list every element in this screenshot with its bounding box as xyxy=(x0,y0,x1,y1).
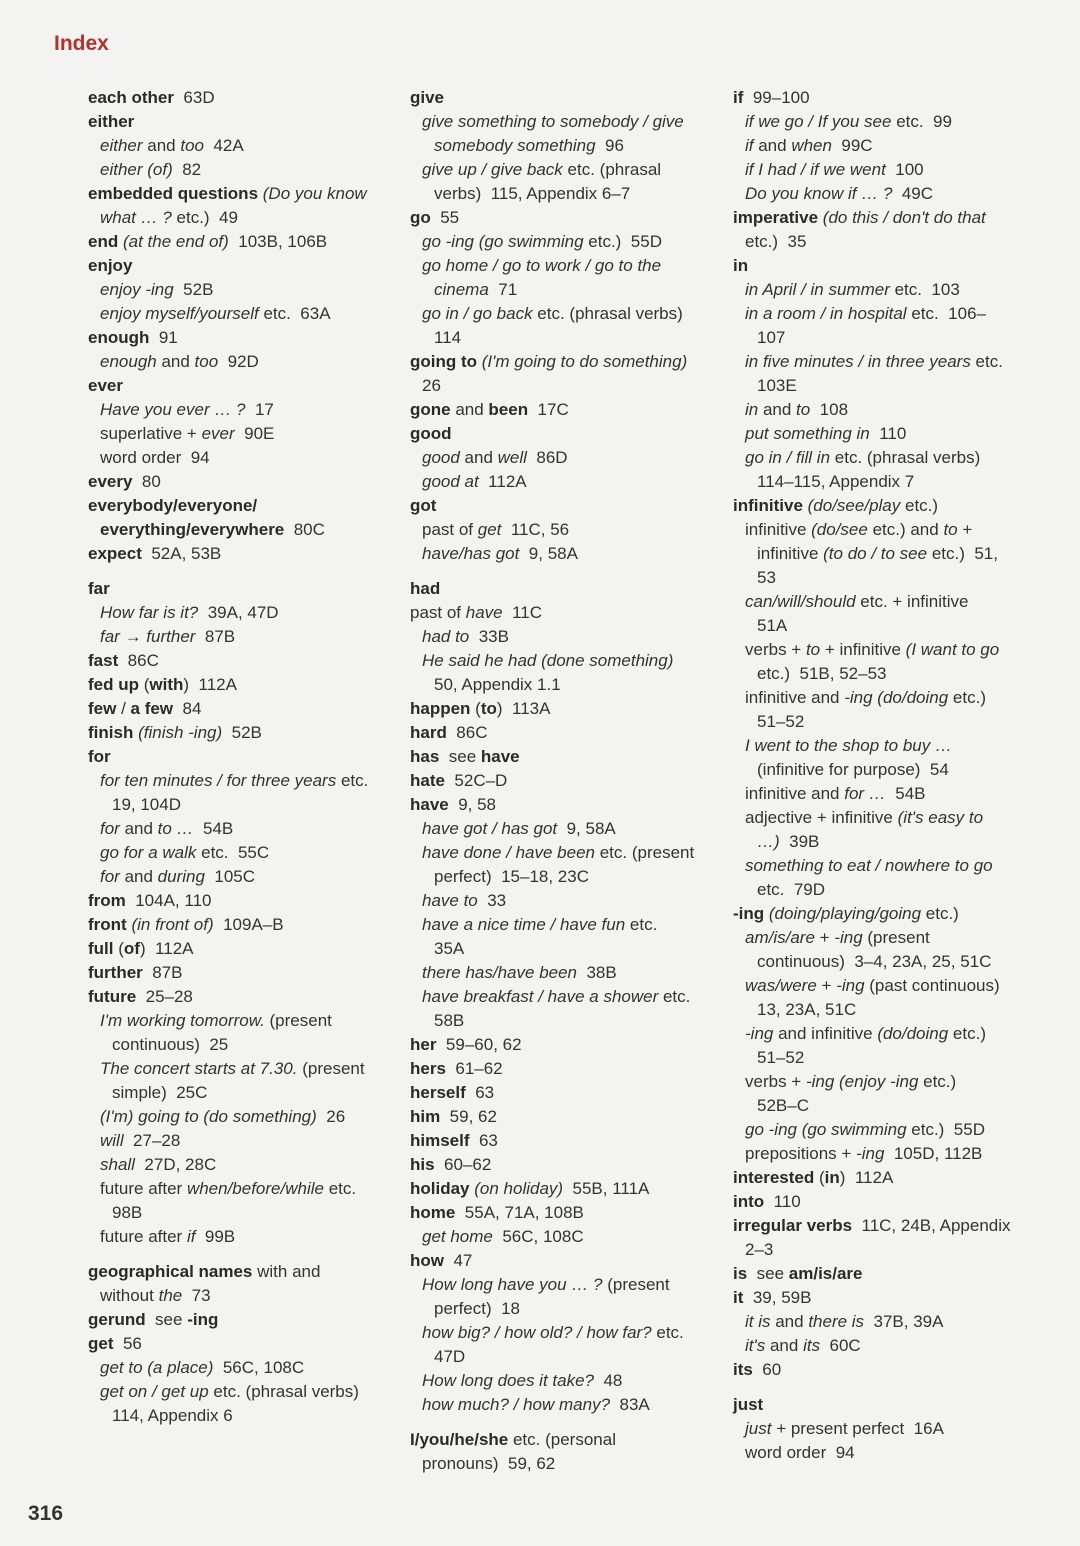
index-subentry: pronouns) 59, 62 xyxy=(422,1454,556,1473)
index-subentry: (I'm) going to (do something) 26 xyxy=(100,1107,346,1126)
index-subentry: …) 39B xyxy=(757,832,820,851)
index-subentry: far → further 87B xyxy=(100,627,236,646)
index-subentry: go for a walk etc. 55C xyxy=(100,843,270,862)
index-subentry: verbs) 115, Appendix 6–7 xyxy=(434,184,631,203)
index-subentry: prepositions + -ing 105D, 112B xyxy=(745,1144,983,1163)
index-subentry: perfect) 15–18, 23C xyxy=(434,867,589,886)
index-subentry: go -ing (go swimming etc.) 55D xyxy=(745,1120,985,1139)
index-subentry: perfect) 18 xyxy=(434,1299,520,1318)
index-entry: geographical names with and xyxy=(88,1262,321,1281)
index-entry: expect 52A, 53B xyxy=(88,544,222,563)
index-subentry: in five minutes / in three years etc. xyxy=(745,352,1003,371)
index-entry: infinitive (do/see/play etc.) xyxy=(733,496,939,515)
index-column-3 xyxy=(733,86,1033,1465)
index-subentry: 51–52 xyxy=(757,712,805,731)
index-entry: it 39, 59B xyxy=(733,1288,812,1307)
index-subentry: continuous) 25 xyxy=(112,1035,229,1054)
index-entry: each other 63D xyxy=(88,88,215,107)
index-subentry: have/has got 9, 58A xyxy=(422,544,578,563)
index-subentry: shall 27D, 28C xyxy=(100,1155,217,1174)
index-subentry: go -ing (go swimming etc.) 55D xyxy=(422,232,662,251)
index-subentry: have breakfast / have a shower etc. xyxy=(422,987,691,1006)
index-subentry: enjoy -ing 52B xyxy=(100,280,214,299)
index-subentry: word order 94 xyxy=(100,448,210,467)
index-subentry: have got / has got 9, 58A xyxy=(422,819,616,838)
index-subentry: if we go / If you see etc. 99 xyxy=(745,112,952,131)
index-entry: herself 63 xyxy=(410,1083,495,1102)
index-entry: enough 91 xyxy=(88,328,178,347)
index-entry: end (at the end of) 103B, 106B xyxy=(88,232,328,251)
index-subentry: without the 73 xyxy=(100,1286,211,1305)
index-subentry: superlative + ever 90E xyxy=(100,424,275,443)
index-entry: irregular verbs 11C, 24B, Appendix xyxy=(733,1216,1011,1235)
index-subentry: put something in 110 xyxy=(745,424,907,443)
index-subentry: can/will/should etc. + infinitive xyxy=(745,592,969,611)
index-subentry: how much? / how many? 83A xyxy=(422,1395,650,1414)
index-entry: gone and been 17C xyxy=(410,400,569,419)
index-subentry: 51–52 xyxy=(757,1048,805,1067)
index-subentry: somebody something 96 xyxy=(434,136,624,155)
index-entry: got xyxy=(410,496,437,515)
index-entry: happen (to) 113A xyxy=(410,699,551,718)
index-subentry: 13, 23A, 51C xyxy=(757,1000,857,1019)
index-entry: if 99–100 xyxy=(733,88,810,107)
index-subentry: How far is it? 39A, 47D xyxy=(100,603,279,622)
index-subentry: 114–115, Appendix 7 xyxy=(757,472,915,491)
index-subentry: get home 56C, 108C xyxy=(422,1227,584,1246)
index-subentry: How long have you … ? (present xyxy=(422,1275,670,1294)
index-subentry: how big? / how old? / how far? etc. xyxy=(422,1323,684,1342)
index-subentry: something to eat / nowhere to go xyxy=(745,856,993,875)
index-subentry: How long does it take? 48 xyxy=(422,1371,623,1390)
index-entry: going to (I'm going to do something) xyxy=(410,352,688,371)
index-subentry: have a nice time / have fun etc. xyxy=(422,915,658,934)
page-number: 316 xyxy=(28,1502,64,1525)
index-entry: had xyxy=(410,579,441,598)
index-entry: -ing (doing/playing/going etc.) xyxy=(733,904,959,923)
index-subentry: future after when/before/while etc. xyxy=(100,1179,357,1198)
index-subentry: 26 xyxy=(422,376,441,395)
index-subentry: for ten minutes / for three years etc. xyxy=(100,771,369,790)
index-subentry: 47D xyxy=(434,1347,466,1366)
index-entry: finish (finish -ing) 52B xyxy=(88,723,262,742)
index-subentry: what … ? etc.) 49 xyxy=(100,208,238,227)
index-entry: go 55 xyxy=(410,208,460,227)
index-entry: imperative (do this / don't do that xyxy=(733,208,986,227)
index-entry: either xyxy=(88,112,135,131)
index-subentry: go home / go to work / go to the xyxy=(422,256,662,275)
index-subentry: good at 112A xyxy=(422,472,527,491)
index-entry: enjoy xyxy=(88,256,133,275)
index-subentry: for and during 105C xyxy=(100,867,256,886)
index-entry: hers 61–62 xyxy=(410,1059,503,1078)
index-entry: fed up (with) 112A xyxy=(88,675,237,694)
index-entry: holiday (on holiday) 55B, 111A xyxy=(410,1179,650,1198)
index-subentry: it's and its 60C xyxy=(745,1336,861,1355)
index-subentry: past of get 11C, 56 xyxy=(422,520,570,539)
index-subentry: future after if 99B xyxy=(100,1227,236,1246)
index-entry: has see have xyxy=(410,747,520,766)
index-subentry: verbs + to + infinitive (I want to go xyxy=(745,640,1000,659)
index-entry: give xyxy=(410,88,445,107)
index-subentry: 103E xyxy=(757,376,797,395)
index-entry: future 25–28 xyxy=(88,987,193,1006)
index-subentry: 107 xyxy=(757,328,786,347)
index-entry: hate 52C–D xyxy=(410,771,508,790)
index-column-2 xyxy=(410,86,710,1476)
index-subentry: simple) 25C xyxy=(112,1083,208,1102)
index-subentry: go in / fill in etc. (phrasal verbs) xyxy=(745,448,981,467)
index-subentry: adjective + infinitive (it's easy to xyxy=(745,808,984,827)
index-entry: hard 86C xyxy=(410,723,488,742)
index-subentry: 53 xyxy=(757,568,776,587)
index-subentry: etc.) 35 xyxy=(745,232,807,251)
index-subentry: have to 33 xyxy=(422,891,507,910)
index-subentry: it is and there is 37B, 39A xyxy=(745,1312,944,1331)
index-entry: home 55A, 71A, 108B xyxy=(410,1203,584,1222)
index-subentry: just + present perfect 16A xyxy=(745,1419,944,1438)
page-title: Index xyxy=(54,32,109,55)
index-entry: interested (in) 112A xyxy=(733,1168,894,1187)
index-subentry: word order 94 xyxy=(745,1443,855,1462)
index-entry: himself 63 xyxy=(410,1131,498,1150)
index-entry: good xyxy=(410,424,452,443)
index-subentry: 98B xyxy=(112,1203,143,1222)
index-subentry: get to (a place) 56C, 108C xyxy=(100,1358,305,1377)
index-subentry: infinitive (do/see etc.) and to + xyxy=(745,520,973,539)
index-subentry: infinitive and -ing (do/doing etc.) xyxy=(745,688,986,707)
index-subentry: get on / get up etc. (phrasal verbs) xyxy=(100,1382,359,1401)
index-subentry: if and when 99C xyxy=(745,136,873,155)
index-subentry: everything/everywhere 80C xyxy=(100,520,325,539)
index-entry: into 110 xyxy=(733,1192,801,1211)
index-subentry: for and to … 54B xyxy=(100,819,234,838)
index-subentry: He said he had (done something) xyxy=(422,651,674,670)
index-subentry: give something to somebody / give xyxy=(422,112,684,131)
index-entry: his 60–62 xyxy=(410,1155,492,1174)
index-entry: front (in front of) 109A–B xyxy=(88,915,284,934)
index-subentry: infinitive and for … 54B xyxy=(745,784,926,803)
index-subentry: I went to the shop to buy … xyxy=(745,736,952,755)
index-subentry: 2–3 xyxy=(745,1240,774,1259)
index-subentry: infinitive (to do / to see etc.) 51, xyxy=(757,544,998,563)
index-subentry: Have you ever … ? 17 xyxy=(100,400,274,419)
index-subentry: will 27–28 xyxy=(100,1131,181,1150)
index-subentry: good and well 86D xyxy=(422,448,568,467)
index-subentry: 35A xyxy=(434,939,465,958)
index-subentry: 58B xyxy=(434,1011,465,1030)
index-entry: full (of) 112A xyxy=(88,939,194,958)
index-subentry: in and to 108 xyxy=(745,400,849,419)
index-subentry: cinema 71 xyxy=(434,280,518,299)
index-subentry: The concert starts at 7.30. (present xyxy=(100,1059,365,1078)
index-subentry: have done / have been etc. (present xyxy=(422,843,695,862)
index-subentry: give up / give back etc. (phrasal xyxy=(422,160,662,179)
index-subentry: go in / go back etc. (phrasal verbs) xyxy=(422,304,683,323)
index-entry: for xyxy=(88,747,111,766)
index-entry: from 104A, 110 xyxy=(88,891,212,910)
index-subentry: in April / in summer etc. 103 xyxy=(745,280,960,299)
index-subentry: in a room / in hospital etc. 106– xyxy=(745,304,986,323)
index-entry: ever xyxy=(88,376,123,395)
index-subentry: 51A xyxy=(757,616,788,635)
index-entry: every 80 xyxy=(88,472,161,491)
index-subentry: 114, Appendix 6 xyxy=(112,1406,233,1425)
index-entry: gerund see -ing xyxy=(88,1310,219,1329)
index-entry: have 9, 58 xyxy=(410,795,497,814)
index-subentry: enough and too 92D xyxy=(100,352,259,371)
index-entry: in xyxy=(733,256,749,275)
index-subentry: (infinitive for purpose) 54 xyxy=(757,760,949,779)
index-subentry: Do you know if … ? 49C xyxy=(745,184,934,203)
index-subentry: either (of) 82 xyxy=(100,160,202,179)
index-entry: its 60 xyxy=(733,1360,782,1379)
index-subentry: enjoy myself/yourself etc. 63A xyxy=(100,304,331,323)
index-column-1 xyxy=(88,86,388,1428)
index-subentry: 114 xyxy=(434,328,462,347)
index-subentry: 19, 104D xyxy=(112,795,181,814)
index-subentry: if I had / if we went 100 xyxy=(745,160,924,179)
index-entry: far xyxy=(88,579,110,598)
index-subentry: I'm working tomorrow. (present xyxy=(100,1011,332,1030)
index-entry: further 87B xyxy=(88,963,183,982)
index-entry: just xyxy=(733,1395,764,1414)
index-subentry: etc. 79D xyxy=(757,880,826,899)
index-subentry: -ing and infinitive (do/doing etc.) xyxy=(745,1024,986,1043)
index-subentry: had to 33B xyxy=(422,627,509,646)
index-subentry: 50, Appendix 1.1 xyxy=(434,675,561,694)
index-entry: I/you/he/she etc. (personal xyxy=(410,1430,616,1449)
index-entry: get 56 xyxy=(88,1334,142,1353)
index-subentry: am/is/are + -ing (present xyxy=(745,928,930,947)
index-subentry: verbs + -ing (enjoy -ing etc.) xyxy=(745,1072,957,1091)
index-subentry: either and too 42A xyxy=(100,136,244,155)
index-entry: how 47 xyxy=(410,1251,473,1270)
index-entry: is see am/is/are xyxy=(733,1264,863,1283)
index-subentry: there has/have been 38B xyxy=(422,963,617,982)
index-entry: embedded questions (Do you know xyxy=(88,184,367,203)
index-subentry: 52B–C xyxy=(757,1096,809,1115)
index-subentry: etc.) 51B, 52–53 xyxy=(757,664,887,683)
index-entry: few / a few 84 xyxy=(88,699,202,718)
index-entry: him 59, 62 xyxy=(410,1107,497,1126)
index-subentry: continuous) 3–4, 23A, 25, 51C xyxy=(757,952,992,971)
index-entry: fast 86C xyxy=(88,651,159,670)
index-entry: her 59–60, 62 xyxy=(410,1035,522,1054)
index-subentry: was/were + -ing (past continuous) xyxy=(745,976,1000,995)
index-entry: past of have 11C xyxy=(410,603,543,622)
index-entry: everybody/everyone/ xyxy=(88,496,258,515)
